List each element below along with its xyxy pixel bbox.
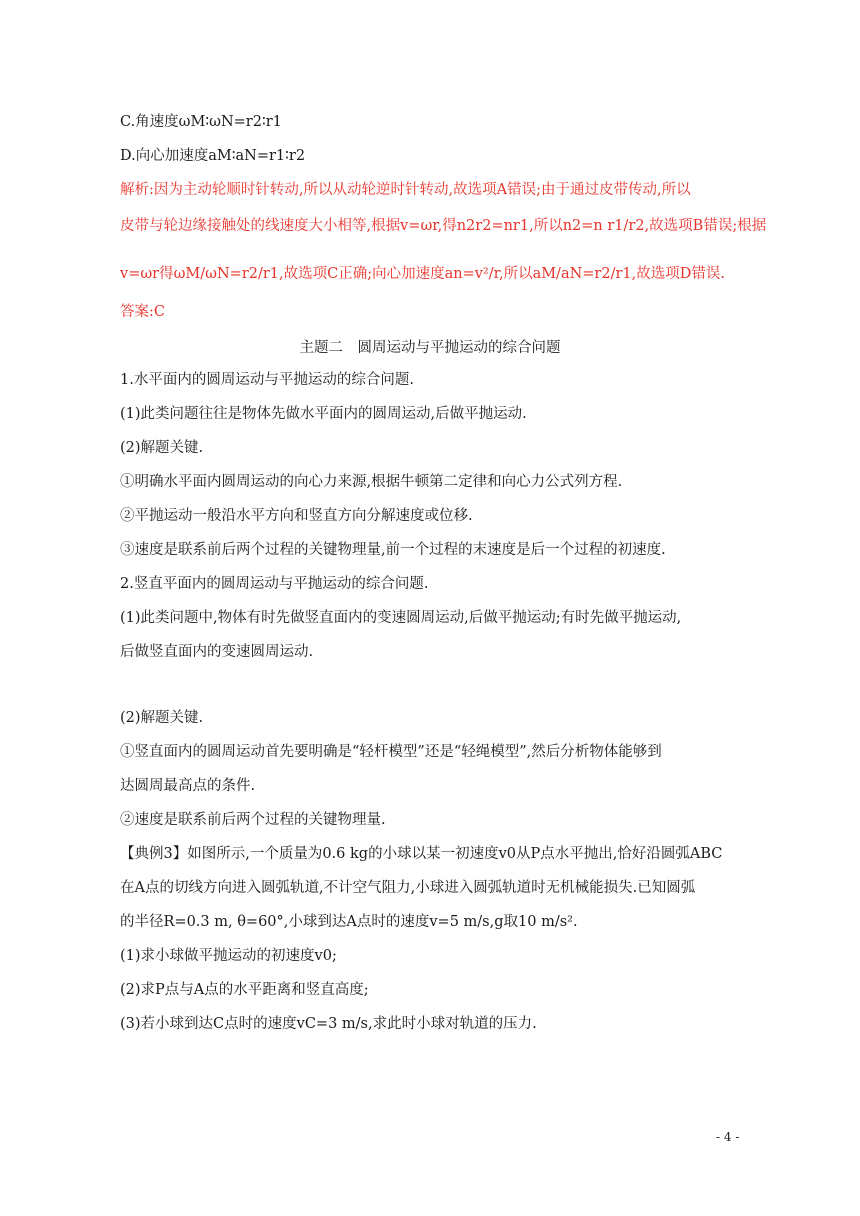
option-d: D.向心加速度aM∶aN=r1∶r2 <box>120 148 306 164</box>
paragraph: (1)此类问题往往是物体先做水平面内的圆周运动,后做平抛运动. <box>120 406 527 422</box>
paragraph: (2)解题关键. <box>120 440 204 456</box>
paragraph: ①明确水平面内圆周运动的向心力来源,根据牛顿第二定律和向心力公式列方程. <box>120 474 623 490</box>
paragraph: 达圆周最高点的条件. <box>120 778 256 794</box>
paragraph: (2)解题关键. <box>120 710 204 726</box>
paragraph: 2.竖直平面内的圆周运动与平抛运动的综合问题. <box>120 576 429 592</box>
paragraph: 后做竖直面内的变速圆周运动. <box>120 644 314 660</box>
paragraph: ②平抛运动一般沿水平方向和竖直方向分解速度或位移. <box>120 508 473 524</box>
example-line-1: 【典例3】如图所示,一个质量为0.6 kg的小球以某一初速度v0从P点水平抛出,恰好沿圆弧ABC <box>120 846 723 862</box>
paragraph: ①竖直面内的圆周运动首先要明确是“轻杆模型”还是“轻绳模型”,然后分析物体能够到 <box>120 744 662 760</box>
paragraph: ②速度是联系前后两个过程的关键物理量. <box>120 812 386 828</box>
analysis-line-1: 解析:因为主动轮顺时针转动,所以从动轮逆时针转动,故选项A错误;由于通过皮带传动,所以 <box>120 182 691 198</box>
example-line-2: 在A点的切线方向进入圆弧轨道,不计空气阻力,小球进入圆弧轨道时无机械能损失.已知圆弧 <box>120 880 696 896</box>
topic-title: 主题二 圆周运动与平抛运动的综合问题 <box>299 340 561 356</box>
answer: 答案:C <box>120 304 165 320</box>
paragraph: ③速度是联系前后两个过程的关键物理量,前一个过程的末速度是后一个过程的初速度. <box>120 542 666 558</box>
question-3: (3)若小球到达C点时的速度vC=3 m/s,求此时小球对轨道的压力. <box>120 1016 537 1032</box>
question-2: (2)求P点与A点的水平距离和竖直高度; <box>120 982 369 998</box>
example-line-3: 的半径R=0.3 m, θ=60°,小球到达A点时的速度v=5 m/s,g取10 m/s². <box>120 914 578 930</box>
option-c: C.角速度ωM∶ωN=r2∶r1 <box>120 114 282 130</box>
analysis-line-2: 皮带与轮边缘接触处的线速度大小相等,根据v=ωr,得n2r2=nr1,所以n2=n r1/r2,故选项B错误;根据 <box>120 218 767 234</box>
paragraph: (1)此类问题中,物体有时先做竖直面内的变速圆周运动,后做平抛运动;有时先做平抛运动, <box>120 610 682 626</box>
question-1: (1)求小球做平抛运动的初速度v0; <box>120 948 337 964</box>
page-number: - 4 - <box>716 1130 740 1144</box>
paragraph: 1.水平面内的圆周运动与平抛运动的综合问题. <box>120 372 414 388</box>
analysis-line-3: v=ωr得ωM/ωN=r2/r1,故选项C正确;向心加速度an=v²/r,所以aM/aN=r2/r1,故选项D错误. <box>120 266 725 282</box>
